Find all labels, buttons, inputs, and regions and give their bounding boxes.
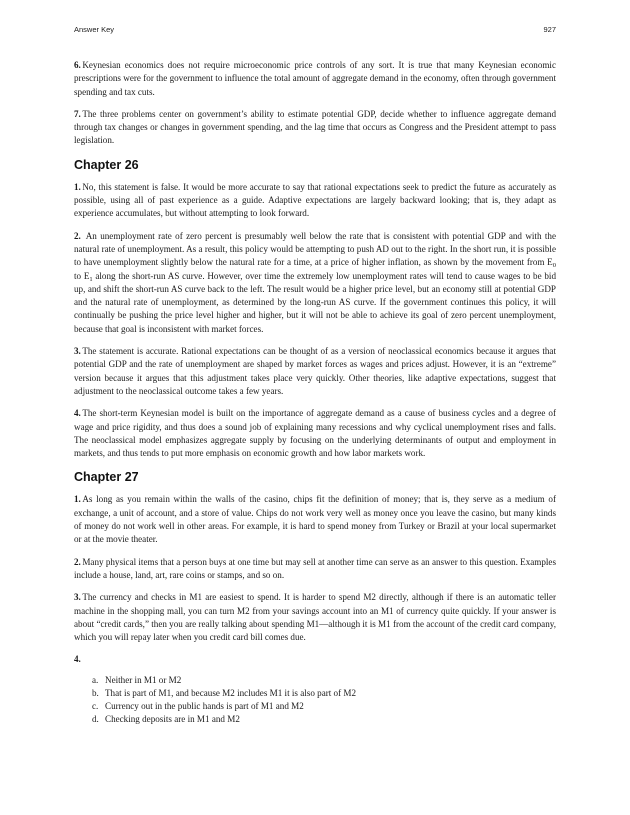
list-marker: b. [92, 687, 99, 698]
answer-6 [74, 59, 556, 99]
list-item-text: Neither in M1 or M2 [105, 674, 182, 685]
answer-number: 3. [74, 592, 81, 603]
answer-number: 1. [74, 181, 81, 192]
answer-number: 3. [74, 346, 81, 357]
answer-number: 1. [74, 494, 81, 505]
answer-text: As long as you remain within the walls of the casino, chips fit the definition of money; that is, they serve as a medium of exchange, a unit of account, and a store of value. Chips do not work very well as money once you leave the casino, but many kinds of money do not work well in other areas. For example, it is hard to spend money from Turkey or Brazil at your local supermarket or at the movie theater. [74, 494, 556, 545]
list-item-text: That is part of M1, and because M2 includes M1 it is also part of M2 [105, 687, 357, 698]
answer-key-body [74, 59, 556, 726]
equilibrium-subscript-1: 1 [89, 275, 93, 283]
list-item [92, 713, 556, 726]
answer-text-to: to E [74, 270, 90, 281]
list-item [92, 674, 556, 687]
chapter-27-heading: Chapter 27 [74, 470, 139, 485]
ch27-answer-3 [74, 591, 556, 644]
ch26-answer-1 [74, 181, 556, 221]
answer-number: 4. [74, 408, 81, 419]
list-item-text: Currency out in the public hands is part of M1 and M2 [105, 700, 304, 711]
answer-number: 4. [74, 654, 81, 665]
answer-text-part2: along the short-run AS curve. However, over time the extremely low unemployment rates will tend to cause wages to be bid up, and shift the short-run AS curve back to the left. The result would be a higher price level, but an economy still at potential GDP and the natural rate of unemployment, as determined by the long-run AS curve. If the government continues this policy, it will continually be pushing the price level higher and higher, but it will not be able to achieve its goal of zero percent unemployment, because that goal is inconsistent with market forces. [74, 270, 556, 334]
list-item [92, 700, 556, 713]
answer-text: No, this statement is false. It would be more accurate to say that rational expectations seek to predict the future as accurately as possible, using all of past experience as a guide. Adaptive expectations are largely backward looking; that is, they adapt as experience accumulates, but without attempting to look forward. [74, 181, 556, 219]
answer-number: 7. [74, 108, 81, 119]
answer-number: 2. [74, 556, 81, 567]
equilibrium-subscript-0: 0 [552, 262, 556, 270]
list-marker: d. [92, 713, 99, 724]
answer-number: 2. [74, 230, 81, 241]
chapter-26-heading: Chapter 26 [74, 157, 139, 172]
ch27-answer-4 [74, 653, 556, 666]
answer-number: 6. [74, 60, 81, 70]
list-item-text: Checking deposits are in M1 and M2 [105, 713, 240, 724]
answer-text: The short-term Keynesian model is built on the importance of aggregate demand as a cause of business cycles and a degree of wage and price rigidity, and thus does a sound job of explaining many recessions and why cyclical unemployment rises and falls. The neoclassical model emphasizes aggregate supply by focusing on the underlying determinants of output and employment in markets, and thus tends to put more emphasis on economic growth and how labor markets work. [74, 408, 556, 459]
answer-7 [74, 108, 556, 148]
page-number: 927 [543, 25, 556, 34]
list-item [92, 687, 556, 700]
ch26-answer-4 [74, 407, 556, 460]
answer-text: The three problems center on government’s ability to estimate potential GDP, decide whether to influence aggregate demand through tax changes or changes in government spending, and the lag time that occurs as Congress and the President attempt to pass legislation. [74, 108, 556, 146]
list-marker: c. [92, 700, 99, 711]
list-marker: a. [92, 674, 99, 685]
ch27-answer-2 [74, 556, 556, 583]
answer-text: The statement is accurate. Rational expectations can be thought of as a version of neoclassical economics because it argues that potential GDP and the rate of unemployment are shaped by market forces as wages and prices adjust. However, it is an “extreme” version because it argues that this adjustment takes place very quickly. Other theories, like adaptive expectations, suggest that adjustment to the neoclassical outcome takes a few years. [74, 346, 556, 396]
answer-text-part1: An unemployment rate of zero percent is presumably well below the rate that is consistent with potential GDP and with the natural rate of unemployment. As a result, this policy would be attempting to push AD out to the right. In the short run, it is possible to have unemployment slightly below the natural rate for a time, at a price of higher inflation, as shown by the movement from E [74, 230, 556, 268]
ch27-answer-1 [74, 493, 556, 546]
answer-text: Keynesian economics does not require microeconomic price controls of any sort. It is true that many Keynesian economic prescriptions were for the government to influence the total amount of aggregate demand in the economy, often through government spending and tax cuts. [74, 60, 556, 97]
answer-text: The currency and checks in M1 are easiest to spend. It is harder to spend M2 directly, although if there is an automatic teller machine in the shopping mall, you can turn M2 from your savings account into an M1 of currency quite quickly. If your answer is about “credit cards,” then you are really talking about spending M1—although it is M1 from the account of the credit card company, which you will repay later when you credit card bill comes due. [74, 592, 556, 643]
answer-text: Many physical items that a person buys at one time but may sell at another time can serve as an answer to this question. Examples include a house, land, art, rare coins or stamps, and so on. [74, 556, 556, 580]
ch27-answer-4-list [74, 674, 556, 726]
ch26-answer-2 [74, 230, 556, 336]
ch26-answer-3 [74, 345, 556, 398]
running-header-title: Answer Key [74, 25, 115, 34]
